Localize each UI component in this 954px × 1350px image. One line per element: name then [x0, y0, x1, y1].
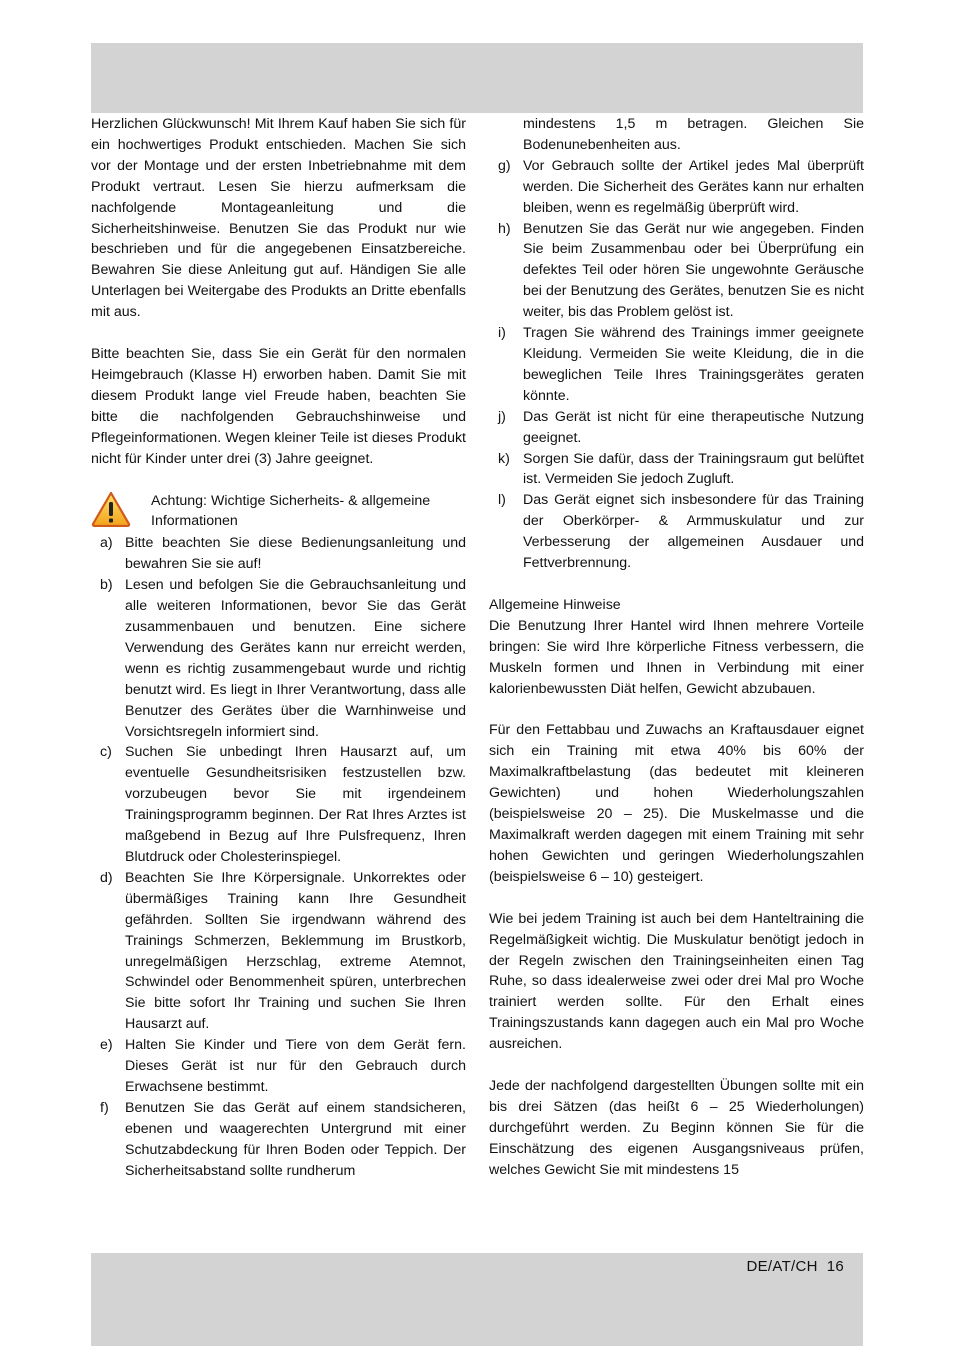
warning-icon: [91, 491, 151, 534]
warning-block: [91, 491, 466, 534]
list-item: g) Vor Gebrauch sollte der Artikel jedes Mal überprüft werden. Die Sicherheit des Gerätes kann nur erhalten bleiben, wenn es regelmäßig überprüft wird.: [498, 157, 864, 216]
list-item: c) Suchen Sie unbedingt Ihren Hausarzt auf, um eventuelle Gesundheitsrisiken festzustellen bzw. vorzubeugen bevor Sie mit irgendeinem Trainingsprogramm beginnen. Der Rat Ihres Arztes ist maßgebend in Bezug auf Ihre Pulsfrequenz, Ihren Blutdruck oder Cholesterinspiegel.: [100, 744, 466, 865]
list-item: l) Das Gerät eignet sich insbesondere für das Training der Oberkörper- & Armmuskulatur und zur Verbesserung der allgemeinen Ausdauer und Fettverbrennung.: [498, 492, 864, 572]
region-label: DE/AT/CH: [746, 1258, 818, 1275]
list-item: d) Beachten Sie Ihre Körpersignale. Unkorrektes oder übermäßiges Training kann Ihre Gesundheit gefährden. Sollten Sie irgendwann während des Trainings Schmerzen, Beklemmung im Brustkorb, unregelmäßigen Herzschlag, extreme Atemnot, Schwindel oder Benommenheit spüren, unterbrechen Sie bitte sofort Ihr Training und suchen Sie Ihren Hausarzt auf.: [100, 869, 466, 1033]
right-column: [489, 114, 864, 1181]
list-item: e) Halten Sie Kinder und Tiere von dem Gerät fern. Dieses Gerät ist nur für den Gebrauch durch Erwachsene bestimmt.: [100, 1037, 466, 1095]
list-item: i) Tragen Sie während des Trainings immer geeignete Kleidung. Vermeiden Sie weite Kleidung, die in die beweglichen Teile Ihres Trainingsgerätes geraten könnte.: [498, 325, 864, 404]
list-item-continued: mindestens 1,5 m betragen. Gleichen Sie Bodenunebenheiten aus.: [523, 116, 864, 153]
left-column: [91, 114, 466, 1182]
paragraph-training-load: Für den Fettabbau und Zuwachs an Kraftausdauer eignet sich ein Training mit etwa 40% bis 60% der Maximalkraftbelastung (das bedeutet mit kleineren Gewichten) und hohen Wiederholungszahlen (beispielsweise 20 – 25). Die Muskelmasse und die Maximalkraft werden dagegen mit einem Training mit sehr hohen Gewichten und geringen Wiederholungszahlen (beispielsweise 6 – 10) gesteigert.: [489, 722, 864, 885]
list-item: h) Benutzen Sie das Gerät nur wie angegeben. Finden Sie beim Zusammenbau oder bei Überprüfung ein defektes Teil oder hören Sie ungewohnte Geräusche bei der Benutzung des Gerätes, benutzen Sie es nicht weiter, bis das Problem gelöst ist.: [498, 220, 864, 321]
list-item: f) Benutzen Sie das Gerät auf einem standsicheren, ebenen und waagerechten Untergrund mit einer Schutzabdeckung für Ihren Boden oder Teppich. Der Sicherheitsabstand sollte rundherum: [100, 1099, 466, 1179]
warning-heading: Achtung: Wichtige Sicherheits- & allgemeine Informationen: [151, 492, 431, 530]
intro-paragraph-2: Bitte beachten Sie, dass Sie ein Gerät für den normalen Heimgebrauch (Klasse H) erworben haben. Damit Sie mit diesem Produkt lange viel Freude haben, beachten Sie bitte die nachfolgenden Gebrauchshinweise und Pflegeinformationen. Wegen kleiner Teile ist dieses Produkt nicht für Kinder unter drei (3) Jahre geeignet.: [91, 346, 466, 467]
list-item: j) Das Gerät ist nicht für eine therapeutische Nutzung geeignet.: [498, 408, 864, 446]
header-band: [91, 43, 863, 113]
list-item: k) Sorgen Sie dafür, dass der Trainingsraum gut belüftet ist. Vermeiden Sie jedoch Zugluft.: [498, 450, 864, 488]
safety-list-left: [91, 533, 466, 1181]
paragraph-regularity: Wie bei jedem Training ist auch bei dem Hanteltraining die Regelmäßigkeit wichtig. Die Muskulatur benötigt jedoch in der Regeln zwischen den Trainingseinheiten einen Tag Ruhe, so dass idealerweise zwei oder drei Mal pro Woche trainiert werden sollte. Für den Erhalt eines Trainingszustands kann dagegen auch ein Mal pro Woche ausreichen.: [489, 910, 864, 1053]
page-footer: [746, 1258, 844, 1275]
paragraph-sets: Jede der nachfolgend dargestellten Übungen sollte mit ein bis drei Sätzen (das heißt 6 – 25 Wiederholungen) durchgeführt werden. Zu Beginn können Sie für die Einschätzung des eigenen Ausgangsniveaus prüfen, welches Gewicht Sie mit mindestens 15: [489, 1078, 864, 1178]
section-heading: Allgemeine Hinweise: [489, 596, 621, 613]
list-item: a) Bitte beachten Sie diese Bedienungsanleitung und bewahren Sie sie auf!: [100, 535, 466, 573]
intro-paragraph-1: Herzlichen Glückwunsch! Mit Ihrem Kauf haben Sie sich für ein hochwertiges Produkt entschieden. Machen Sie sich vor der Montage und der ersten Inbetriebnahme mit dem Produkt vertraut. Lesen Sie hierzu aufmerksam die nachfolgende Montageanleitung und die Sicherheitshinweise. Benutzen Sie das Produkt nur wie beschrieben und für die angegebenen Einsatzbereiche. Bewahren Sie diese Anleitung gut auf. Händigen Sie alle Unterlagen bei Weitergabe des Produkts an Dritte ebenfalls mit aus.: [91, 116, 466, 321]
page-number: 16: [826, 1258, 844, 1275]
list-item: b) Lesen und befolgen Sie die Gebrauchsanleitung und alle weiteren Informationen, bevor Sie das Gerät zusammenbauen und benutzen. Eine sichere Verwendung des Gerätes kann nur erreicht werden, wenn es richtig zusammengebaut wurde und richtig benutzt wird. Es liegt in Ihrer Verantwortung, dass alle Benutzer des Gerätes über die Warnhinweise und Vorsichtsregeln informiert sind.: [100, 577, 466, 740]
paragraph-benefits: Die Benutzung Ihrer Hantel wird Ihnen mehrere Vorteile bringen: Sie wird Ihre körperliche Fitness verbessern, die Muskeln formen und Ihnen in Verbindung mit einer kalorienbewussten Diät helfen, Gewicht abzubauen.: [489, 617, 864, 697]
